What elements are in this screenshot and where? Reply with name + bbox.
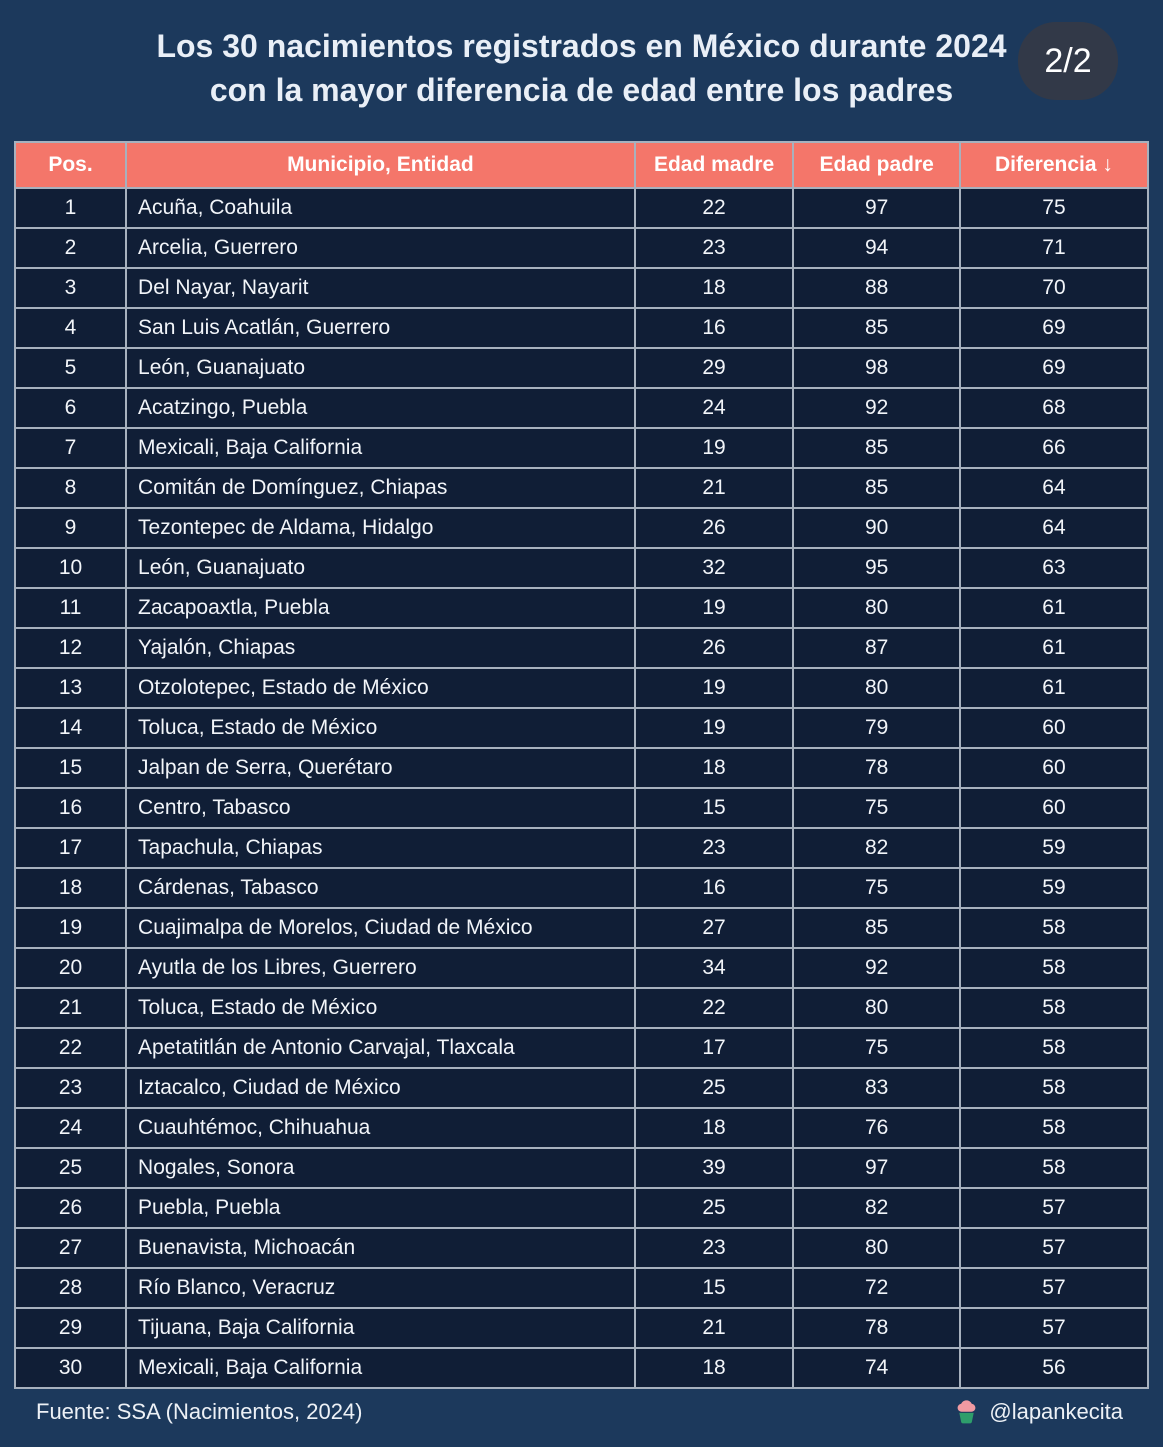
edad-madre-cell: 25 [635,1188,794,1228]
pos-cell: 3 [15,268,126,308]
diferencia-cell: 57 [960,1188,1148,1228]
pos-cell: 24 [15,1108,126,1148]
edad-madre-cell: 26 [635,628,794,668]
diferencia-cell: 75 [960,188,1148,228]
edad-madre-cell: 22 [635,988,794,1028]
edad-padre-cell: 78 [793,1308,960,1348]
municipio-cell: Tezontepec de Aldama, Hidalgo [126,508,635,548]
edad-padre-cell: 80 [793,588,960,628]
municipio-cell: Jalpan de Serra, Querétaro [126,748,635,788]
table-row [15,588,1148,628]
column-header-pos: Pos. [15,142,126,188]
attribution-handle: @lapankecita [989,1398,1123,1424]
pos-cell: 9 [15,508,126,548]
diferencia-cell: 61 [960,628,1148,668]
edad-madre-cell: 15 [635,788,794,828]
diferencia-cell: 57 [960,1268,1148,1308]
diferencia-cell: 66 [960,428,1148,468]
page-title-line1: Los 30 nacimientos registrados en México durante 2024 [156,28,1007,64]
table-row [15,748,1148,788]
page-title-line2: con la mayor diferencia de edad entre los padres [209,72,954,108]
edad-padre-cell: 74 [793,1348,960,1388]
municipio-cell: Nogales, Sonora [126,1148,635,1188]
municipio-cell: Iztacalco, Ciudad de México [126,1068,635,1108]
edad-padre-cell: 88 [793,268,960,308]
table-row [15,188,1148,228]
edad-madre-cell: 18 [635,1108,794,1148]
edad-padre-cell: 78 [793,748,960,788]
edad-madre-cell: 16 [635,868,794,908]
pos-cell: 22 [15,1028,126,1068]
edad-madre-cell: 21 [635,468,794,508]
table-header-row [15,142,1148,188]
edad-padre-cell: 94 [793,228,960,268]
edad-padre-cell: 92 [793,388,960,428]
edad-padre-cell: 76 [793,1108,960,1148]
attribution [953,1398,1123,1425]
table-row [15,348,1148,388]
municipio-cell: Centro, Tabasco [126,788,635,828]
table-row [15,1228,1148,1268]
diferencia-cell: 69 [960,348,1148,388]
pos-cell: 13 [15,668,126,708]
pos-cell: 27 [15,1228,126,1268]
table-row [15,1068,1148,1108]
edad-madre-cell: 18 [635,748,794,788]
edad-padre-cell: 72 [793,1268,960,1308]
edad-madre-cell: 26 [635,508,794,548]
municipio-cell: Mexicali, Baja California [126,428,635,468]
pos-cell: 4 [15,308,126,348]
source-text: Fuente: SSA (Nacimientos, 2024) [36,1398,363,1424]
diferencia-cell: 58 [960,988,1148,1028]
pos-cell: 2 [15,228,126,268]
edad-madre-cell: 32 [635,548,794,588]
diferencia-cell: 64 [960,508,1148,548]
diferencia-cell: 58 [960,1148,1148,1188]
edad-madre-cell: 22 [635,188,794,228]
edad-madre-cell: 23 [635,1228,794,1268]
edad-madre-cell: 23 [635,828,794,868]
municipio-cell: San Luis Acatlán, Guerrero [126,308,635,348]
table-row [15,988,1148,1028]
column-header-edad-padre: Edad padre [793,142,960,188]
edad-padre-cell: 98 [793,348,960,388]
municipio-cell: Del Nayar, Nayarit [126,268,635,308]
diferencia-cell: 71 [960,228,1148,268]
ranking-table [14,141,1149,1389]
municipio-cell: Acuña, Coahuila [126,188,635,228]
diferencia-cell: 56 [960,1348,1148,1388]
pos-cell: 25 [15,1148,126,1188]
pos-cell: 11 [15,588,126,628]
edad-madre-cell: 27 [635,908,794,948]
municipio-cell: Cuauhtémoc, Chihuahua [126,1108,635,1148]
diferencia-cell: 57 [960,1308,1148,1348]
pos-cell: 7 [15,428,126,468]
table-body [15,188,1148,1388]
pos-cell: 14 [15,708,126,748]
edad-padre-cell: 82 [793,1188,960,1228]
municipio-cell: Río Blanco, Veracruz [126,1268,635,1308]
edad-padre-cell: 80 [793,988,960,1028]
pos-cell: 29 [15,1308,126,1348]
edad-padre-cell: 80 [793,668,960,708]
table-row [15,388,1148,428]
municipio-cell: Yajalón, Chiapas [126,628,635,668]
edad-madre-cell: 16 [635,308,794,348]
page-indicator-label: 2/2 [1044,41,1092,80]
page-indicator-badge [1018,22,1118,100]
municipio-cell: Acatzingo, Puebla [126,388,635,428]
column-header-diferencia: Diferencia ↓ [960,142,1148,188]
diferencia-cell: 58 [960,908,1148,948]
municipio-cell: Puebla, Puebla [126,1188,635,1228]
edad-padre-cell: 75 [793,868,960,908]
diferencia-cell: 60 [960,708,1148,748]
edad-padre-cell: 97 [793,1148,960,1188]
edad-padre-cell: 82 [793,828,960,868]
municipio-cell: León, Guanajuato [126,548,635,588]
pos-cell: 17 [15,828,126,868]
table-row [15,508,1148,548]
pos-cell: 19 [15,908,126,948]
diferencia-cell: 68 [960,388,1148,428]
municipio-cell: Cárdenas, Tabasco [126,868,635,908]
edad-padre-cell: 95 [793,548,960,588]
diferencia-cell: 69 [960,308,1148,348]
diferencia-cell: 59 [960,828,1148,868]
table-row [15,788,1148,828]
municipio-cell: Tijuana, Baja California [126,1308,635,1348]
edad-madre-cell: 19 [635,428,794,468]
diferencia-cell: 58 [960,1068,1148,1108]
pos-cell: 23 [15,1068,126,1108]
pos-cell: 5 [15,348,126,388]
pos-cell: 15 [15,748,126,788]
edad-madre-cell: 15 [635,1268,794,1308]
table-row [15,1148,1148,1188]
pos-cell: 20 [15,948,126,988]
diferencia-cell: 57 [960,1228,1148,1268]
diferencia-cell: 58 [960,1108,1148,1148]
municipio-cell: Zacapoaxtla, Puebla [126,588,635,628]
pos-cell: 1 [15,188,126,228]
diferencia-cell: 61 [960,588,1148,628]
diferencia-cell: 70 [960,268,1148,308]
edad-madre-cell: 29 [635,348,794,388]
municipio-cell: Ayutla de los Libres, Guerrero [126,948,635,988]
municipio-cell: Buenavista, Michoacán [126,1228,635,1268]
edad-madre-cell: 25 [635,1068,794,1108]
edad-padre-cell: 80 [793,1228,960,1268]
edad-madre-cell: 21 [635,1308,794,1348]
table-row [15,228,1148,268]
footer [36,1398,1123,1425]
municipio-cell: León, Guanajuato [126,348,635,388]
table-row [15,468,1148,508]
edad-madre-cell: 23 [635,228,794,268]
table-row [15,948,1148,988]
edad-padre-cell: 90 [793,508,960,548]
municipio-cell: Toluca, Estado de México [126,708,635,748]
edad-padre-cell: 97 [793,188,960,228]
diferencia-cell: 63 [960,548,1148,588]
table-row [15,1108,1148,1148]
diferencia-cell: 58 [960,948,1148,988]
table-row [15,308,1148,348]
diferencia-cell: 61 [960,668,1148,708]
edad-madre-cell: 18 [635,268,794,308]
edad-madre-cell: 19 [635,708,794,748]
edad-madre-cell: 19 [635,668,794,708]
table-row [15,1188,1148,1228]
column-header-edad-madre: Edad madre [635,142,794,188]
table-row [15,708,1148,748]
diferencia-cell: 60 [960,788,1148,828]
column-header-municipio: Municipio, Entidad [126,142,635,188]
diferencia-cell: 59 [960,868,1148,908]
table-row [15,1308,1148,1348]
page-title [0,0,1163,112]
edad-padre-cell: 75 [793,1028,960,1068]
edad-padre-cell: 79 [793,708,960,748]
cupcake-icon [953,1398,980,1425]
table-row [15,1028,1148,1068]
edad-padre-cell: 85 [793,908,960,948]
edad-madre-cell: 24 [635,388,794,428]
municipio-cell: Tapachula, Chiapas [126,828,635,868]
table-row [15,428,1148,468]
municipio-cell: Apetatitlán de Antonio Carvajal, Tlaxcala [126,1028,635,1068]
municipio-cell: Toluca, Estado de México [126,988,635,1028]
edad-padre-cell: 83 [793,1068,960,1108]
pos-cell: 21 [15,988,126,1028]
edad-padre-cell: 85 [793,308,960,348]
municipio-cell: Cuajimalpa de Morelos, Ciudad de México [126,908,635,948]
pos-cell: 18 [15,868,126,908]
edad-madre-cell: 39 [635,1148,794,1188]
municipio-cell: Mexicali, Baja California [126,1348,635,1388]
diferencia-cell: 64 [960,468,1148,508]
table-row [15,868,1148,908]
diferencia-cell: 58 [960,1028,1148,1068]
edad-madre-cell: 18 [635,1348,794,1388]
edad-padre-cell: 75 [793,788,960,828]
table-row [15,668,1148,708]
municipio-cell: Arcelia, Guerrero [126,228,635,268]
diferencia-cell: 60 [960,748,1148,788]
edad-padre-cell: 92 [793,948,960,988]
pos-cell: 8 [15,468,126,508]
table-row [15,628,1148,668]
municipio-cell: Otzolotepec, Estado de México [126,668,635,708]
edad-padre-cell: 85 [793,468,960,508]
pos-cell: 26 [15,1188,126,1228]
table-row [15,268,1148,308]
table-row [15,828,1148,868]
pos-cell: 10 [15,548,126,588]
edad-madre-cell: 19 [635,588,794,628]
pos-cell: 16 [15,788,126,828]
pos-cell: 6 [15,388,126,428]
municipio-cell: Comitán de Domínguez, Chiapas [126,468,635,508]
edad-madre-cell: 34 [635,948,794,988]
edad-madre-cell: 17 [635,1028,794,1068]
table-row [15,1268,1148,1308]
pos-cell: 30 [15,1348,126,1388]
pos-cell: 12 [15,628,126,668]
table-row [15,548,1148,588]
pos-cell: 28 [15,1268,126,1308]
edad-padre-cell: 87 [793,628,960,668]
edad-padre-cell: 85 [793,428,960,468]
table-row [15,1348,1148,1388]
table-row [15,908,1148,948]
